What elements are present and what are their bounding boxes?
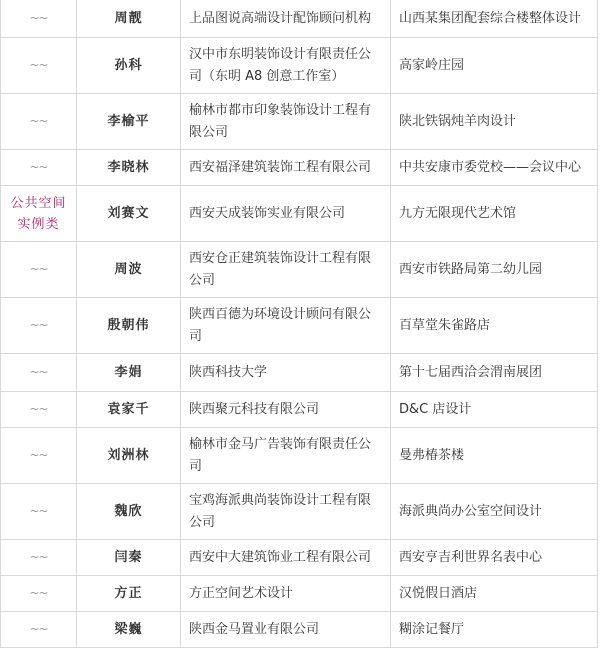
table-row [1,428,598,484]
designer-name: 刘赛文 [77,186,181,242]
designer-name: 魏欣 [77,484,181,540]
category-cell [1,0,77,38]
designer-name: 殷朝伟 [77,298,181,354]
category-cell [1,484,77,540]
category-cell [1,94,77,150]
project-name: 汉悦假日酒店 [391,576,598,612]
table-row [1,354,598,392]
project-name: 中共安康市委党校——会议中心 [391,150,598,186]
category-cell [1,392,77,428]
designer-name: 方正 [77,576,181,612]
table-row [1,0,598,38]
project-name: 九方无限现代艺术馆 [391,186,598,242]
table-row [1,186,598,242]
company-name: 榆林市都市印象装饰设计工程有限公司 [181,94,391,150]
designer-name: 周波 [77,242,181,298]
table-row [1,94,598,150]
project-name: D&C 店设计 [391,392,598,428]
category-cell [1,38,77,94]
table-row [1,392,598,428]
table-row [1,150,598,186]
company-name: 陕西金马置业有限公司 [181,612,391,648]
filler-mark: ~~ [29,114,48,128]
category-cell [1,540,77,576]
filler-mark: ~~ [29,318,48,332]
project-name: 陕北铁锅炖羊肉设计 [391,94,598,150]
company-name: 西安福泽建筑装饰工程有限公司 [181,150,391,186]
designer-name: 李榆平 [77,94,181,150]
table-row [1,612,598,648]
category-label-line-1: 公共空间 [10,195,67,211]
filler-mark: ~~ [29,448,48,462]
company-name: 上品图说高端设计配饰顾问机构 [181,0,391,38]
category-cell [1,428,77,484]
filler-mark: ~~ [29,402,48,416]
company-name: 西安天成装饰实业有限公司 [181,186,391,242]
company-name: 西安仓正建筑装饰设计工程有限公司 [181,242,391,298]
designer-name: 李娟 [77,354,181,392]
designer-name: 闫秦 [77,540,181,576]
designer-name: 袁家千 [77,392,181,428]
company-name: 陕西科技大学 [181,354,391,392]
filler-mark: ~~ [29,550,48,564]
table-row [1,576,598,612]
project-name: 糊涂记餐厅 [391,612,598,648]
category-cell [1,242,77,298]
project-name: 西安亨吉利世界名表中心 [391,540,598,576]
category-cell [1,576,77,612]
project-name: 第十七届西洽会渭南展团 [391,354,598,392]
filler-mark: ~~ [29,262,48,276]
filler-mark: ~~ [29,58,48,72]
table-row [1,38,598,94]
category-cell [1,150,77,186]
company-name: 汉中市东明装饰设计有限责任公司（东明 A8 创意工作室） [181,38,391,94]
company-name: 宝鸡海派典尚装饰设计工程有限公司 [181,484,391,540]
project-name: 曼弗椿茶楼 [391,428,598,484]
table-row [1,242,598,298]
company-name: 陕西聚元科技有限公司 [181,392,391,428]
category-cell [1,298,77,354]
filler-mark: ~~ [29,586,48,600]
filler-mark: ~~ [29,160,48,174]
project-name: 西安市铁路局第二幼儿园 [391,242,598,298]
category-cell [1,186,77,242]
company-name: 西安中大建筑饰业工程有限公司 [181,540,391,576]
designer-name: 梁巍 [77,612,181,648]
project-name: 高家岭庄园 [391,38,598,94]
company-name: 陕西百德为环境设计顾问有限公司 [181,298,391,354]
category-cell [1,612,77,648]
table-row [1,484,598,540]
designer-name: 周靓 [77,0,181,38]
filler-mark: ~~ [29,11,48,25]
project-name: 海派典尚办公室空间设计 [391,484,598,540]
filler-mark: ~~ [29,365,48,379]
project-name: 山西某集团配套综合楼整体设计 [391,0,598,38]
project-name: 百草堂朱雀路店 [391,298,598,354]
filler-mark: ~~ [29,622,48,636]
company-name: 方正空间艺术设计 [181,576,391,612]
company-name: 榆林市金马广告装饰有限责任公司 [181,428,391,484]
designer-name: 孙科 [77,38,181,94]
table-row [1,298,598,354]
category-cell [1,354,77,392]
designer-name: 李晓林 [77,150,181,186]
filler-mark: ~~ [29,504,48,518]
designer-name: 刘洲林 [77,428,181,484]
table-row [1,540,598,576]
category-label-line-2: 实例类 [17,216,60,232]
